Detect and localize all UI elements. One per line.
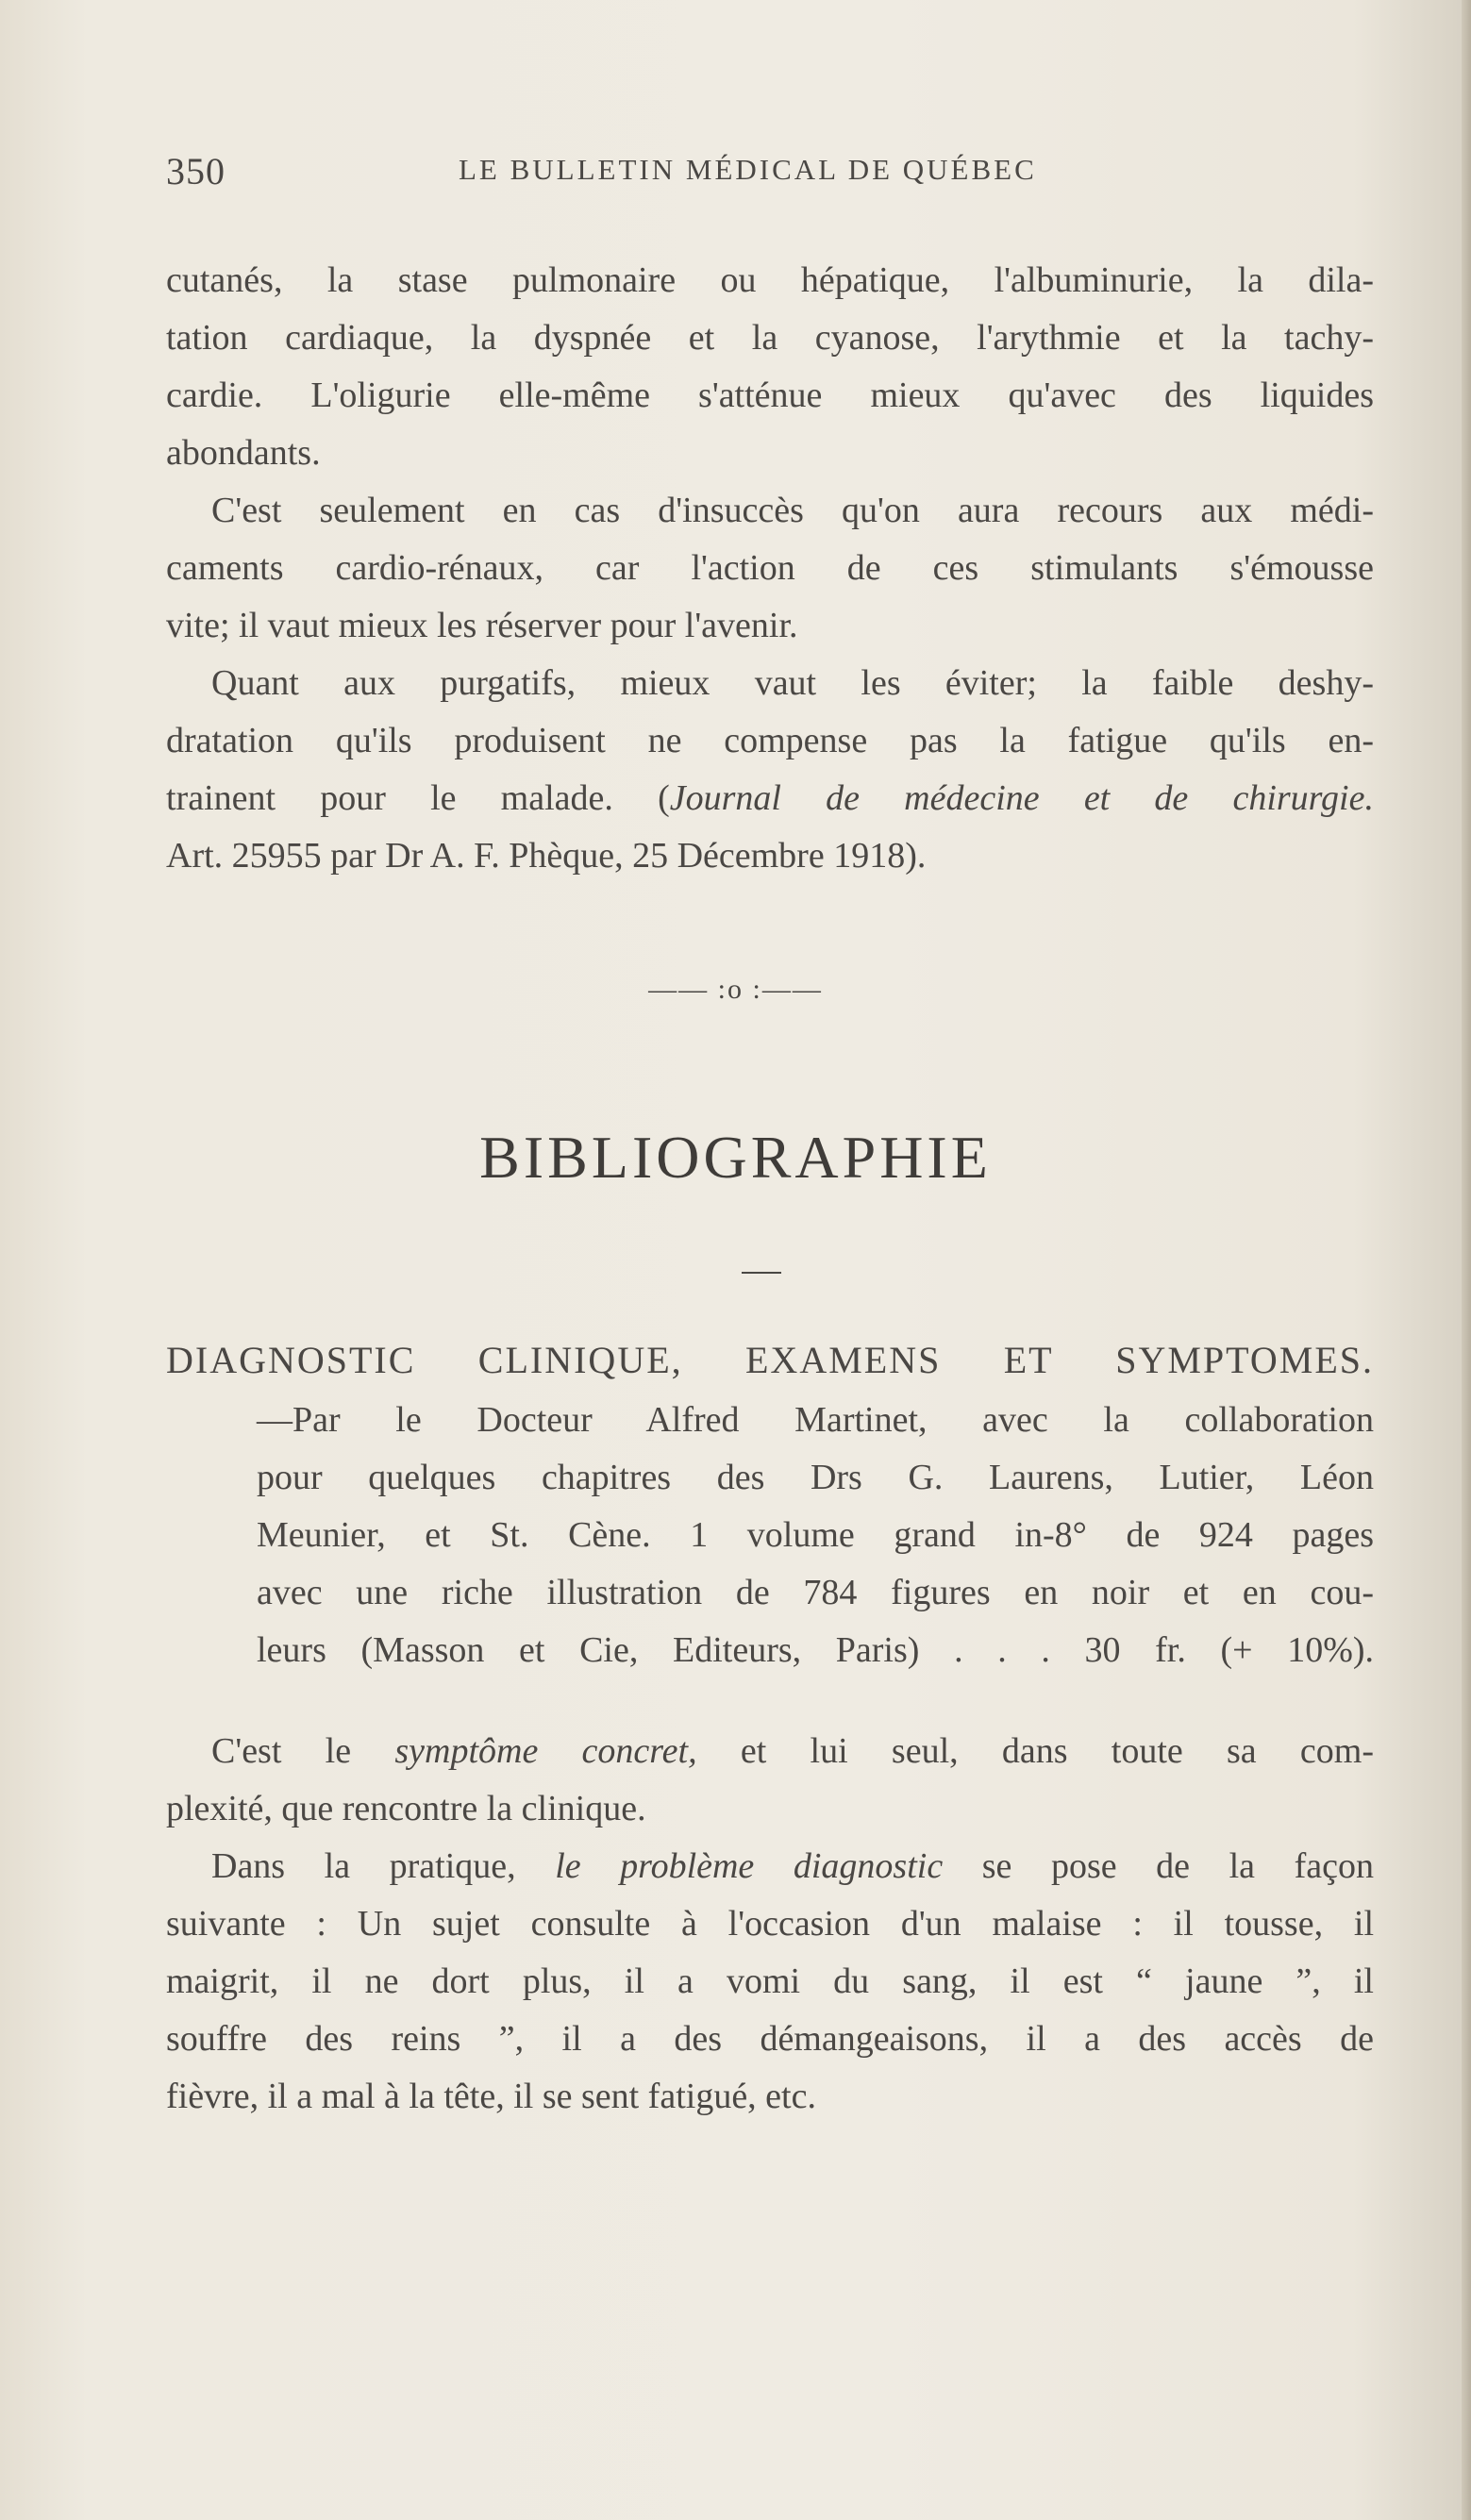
book-title: DIAGNOSTIC CLINIQUE, EXAMENS ET SYMPTOMES. — [166, 1339, 1374, 1381]
text-line — [166, 1838, 1374, 1895]
review-paragraph-2 — [166, 1838, 1374, 2126]
reference-line: —Par le Docteur Alfred Martinet, avec la collaboration — [257, 1400, 1374, 1440]
text-run: Dans la pratique, — [211, 1846, 556, 1886]
journal-citation: Journal de médecine et de chirurgie. — [669, 778, 1374, 818]
text-line: suivante : Un sujet consulte à l'occasion d'un malaise : il tousse, il — [166, 1904, 1374, 1944]
section-title: BIBLIOGRAPHIE — [479, 1124, 992, 1191]
text-line — [166, 770, 1374, 827]
text-line: caments cardio-rénaux, car l'action de ces stimulants s'émousse — [166, 548, 1374, 588]
text-run: se pose de la façon — [943, 1846, 1374, 1886]
text-line: Art. 25955 par Dr A. F. Phèque, 25 Décembre 1918). — [166, 836, 927, 876]
paragraph-1 — [166, 252, 1374, 482]
continued-article — [166, 252, 1374, 885]
text-line: vite; il vaut mieux les réserver pour l'avenir. — [166, 606, 798, 645]
text-run: et lui seul, dans toute sa com- — [696, 1731, 1375, 1771]
text-line: Quant aux purgatifs, mieux vaut les éviter; la faible deshy- — [211, 663, 1374, 703]
review-paragraph-1 — [166, 1723, 1374, 1838]
book-reference — [166, 1392, 1374, 1679]
text-run: trainent pour le malade. ( — [166, 778, 670, 818]
text-line: fièvre, il a mal à la tête, il se sent fatigué, etc. — [166, 2077, 816, 2116]
italic-phrase: le problème diagnostic — [555, 1846, 944, 1886]
text-line — [166, 1723, 1374, 1780]
paragraph-2 — [166, 482, 1374, 655]
text-line: cardie. L'oligurie elle-même s'atténue mieux qu'avec des liquides — [166, 375, 1374, 415]
review-text — [166, 1723, 1374, 2126]
section-separator: —— :o :—— — [648, 974, 823, 1005]
text-line: tation cardiaque, la dyspnée et la cyanose, l'arythmie et la tachy- — [166, 318, 1374, 358]
title-rule — [742, 1272, 781, 1274]
page-edge — [1462, 0, 1471, 2520]
text-line: C'est seulement en cas d'insuccès qu'on aura recours aux médi- — [211, 491, 1374, 530]
running-title: LE BULLETIN MÉDICAL DE QUÉBEC — [459, 153, 1037, 186]
text-run: C'est le — [211, 1731, 395, 1771]
text-line: abondants. — [166, 433, 321, 473]
reference-line: pour quelques chapitres des Drs G. Laurens, Lutier, Léon — [257, 1458, 1374, 1497]
reference-line: leurs (Masson et Cie, Editeurs, Paris) . . . 30 fr. (+ 10%). — [257, 1630, 1374, 1670]
page-number: 350 — [166, 150, 226, 192]
paragraph-3 — [166, 655, 1374, 885]
reference-line: avec une riche illustration de 784 figures en noir et en cou- — [257, 1573, 1374, 1612]
text-line: plexité, que rencontre la clinique. — [166, 1789, 646, 1828]
text-line: maigrit, il ne dort plus, il a vomi du sang, il est “ jaune ”, il — [166, 1961, 1374, 2001]
page-header — [166, 149, 1374, 196]
italic-phrase: symptôme concret, — [394, 1731, 697, 1771]
text-line: dratation qu'ils produisent ne compense pas la fatigue qu'ils en- — [166, 721, 1374, 760]
text-line: souffre des reins ”, il a des démangeaisons, il a des accès de — [166, 2019, 1374, 2059]
reference-line: Meunier, et St. Cène. 1 volume grand in-8° de 924 pages — [257, 1515, 1374, 1555]
text-line: cutanés, la stase pulmonaire ou hépatique, l'albuminurie, la dila- — [166, 260, 1374, 300]
